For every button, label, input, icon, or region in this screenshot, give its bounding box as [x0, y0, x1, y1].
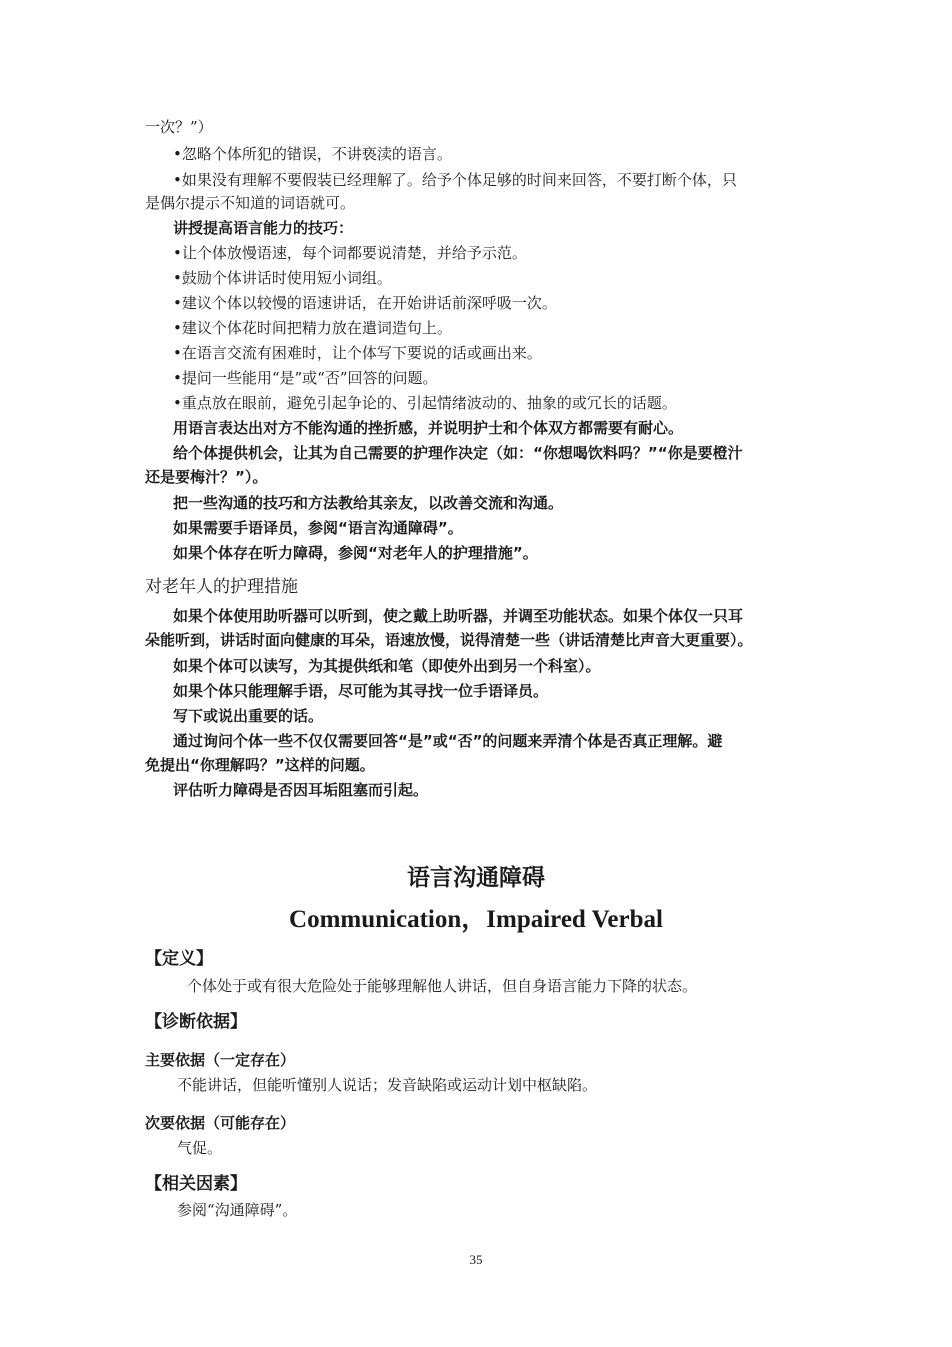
minor-criteria-heading: 次要依据（可能存在） — [145, 1114, 296, 1132]
bullet-item: •让个体放慢语速，每个词都要说清楚，并给予示范。 — [173, 244, 527, 262]
bullet-item: •在语言交流有困难时，让个体写下要说的话或画出来。 — [173, 344, 542, 362]
elderly-line: 如果个体可以读写，为其提供纸和笔（即使外出到另一个科室）。 — [173, 657, 601, 675]
bullet-item: •忽略个体所犯的错误，不讲亵渎的语言。 — [173, 145, 452, 163]
diagnosis-heading: 【诊断依据】 — [145, 1012, 247, 1032]
factors-heading: 【相关因素】 — [145, 1174, 247, 1194]
page-title-english: Communication，Impaired Verbal — [289, 906, 663, 933]
text-line: 一次？”） — [145, 118, 213, 136]
elderly-line: 通过询问个体一些不仅仅需要回答“是”或“否”的问题来弄清个体是否真正理解。避 — [173, 732, 723, 750]
instruction-line: 把一些沟通的技巧和方法教给其亲友，以改善交流和沟通。 — [173, 494, 564, 512]
elderly-line: 免提出“你理解吗？”这样的问题。 — [145, 756, 375, 774]
elderly-line: 朵能听到，讲话时面向健康的耳朵，语速放慢，说得清楚一些（讲话清楚比声音大更重要）。 — [145, 631, 753, 649]
bullet-item: •提问一些能用“是”或“否”回答的问题。 — [173, 369, 438, 387]
major-criteria-text: 不能讲话，但能听懂别人说话；发音缺陷或运动计划中枢缺陷。 — [177, 1076, 598, 1094]
bullet-item: •如果没有理解不要假装已经理解了。给予个体足够的时间来回答，不要打断个体，只 — [173, 171, 737, 189]
text-line: 是偶尔提示不知道的词语就可。 — [145, 194, 356, 212]
elderly-line: 写下或说出重要的话。 — [173, 707, 324, 725]
skills-heading: 讲授提高语言能力的技巧： — [173, 219, 354, 237]
bullet-item: •重点放在眼前，避免引起争论的、引起情绪波动的、抽象的或冗长的话题。 — [173, 394, 677, 412]
instruction-line: 给个体提供机会，让其为自己需要的护理作决定（如：“你想喝饮料吗？”“你是要橙汁 — [173, 444, 743, 462]
definition-text: 个体处于或有很大危险处于能够理解他人讲话，但自身语言能力下降的状态。 — [187, 977, 698, 995]
instruction-line: 如果个体存在听力障碍，参阅“对老年人的护理措施”。 — [173, 544, 538, 562]
instruction-line: 还是要梅汁？”）。 — [145, 468, 268, 486]
minor-criteria-text: 气促。 — [177, 1139, 223, 1157]
major-criteria-heading: 主要依据（一定存在） — [145, 1051, 296, 1069]
factors-text: 参阅“沟通障碍”。 — [177, 1201, 298, 1219]
elderly-line: 如果个体只能理解手语，尽可能为其寻找一位手语译员。 — [173, 682, 549, 700]
definition-heading: 【定义】 — [145, 949, 213, 969]
page-title: 语言沟通障碍 — [407, 865, 545, 891]
bullet-item: •建议个体花时间把精力放在遣词造句上。 — [173, 319, 452, 337]
page-number: 35 — [469, 1252, 483, 1267]
elderly-line: 评估听力障碍是否因耳垢阻塞而引起。 — [173, 781, 429, 799]
bullet-item: •建议个体以较慢的语速讲话，在开始讲话前深呼吸一次。 — [173, 294, 557, 312]
elderly-line: 如果个体使用助听器可以听到，使之戴上助听器，并调至功能状态。如果个体仅一只耳 — [173, 607, 744, 625]
elderly-heading: 对老年人的护理措施 — [145, 577, 298, 597]
instruction-line: 如果需要手语译员，参阅“语言沟通障碍”。 — [173, 519, 463, 537]
bullet-item: •鼓励个体讲话时使用短小词组。 — [173, 269, 392, 287]
instruction-line: 用语言表达出对方不能沟通的挫折感，并说明护士和个体双方都需要有耐心。 — [173, 419, 684, 437]
